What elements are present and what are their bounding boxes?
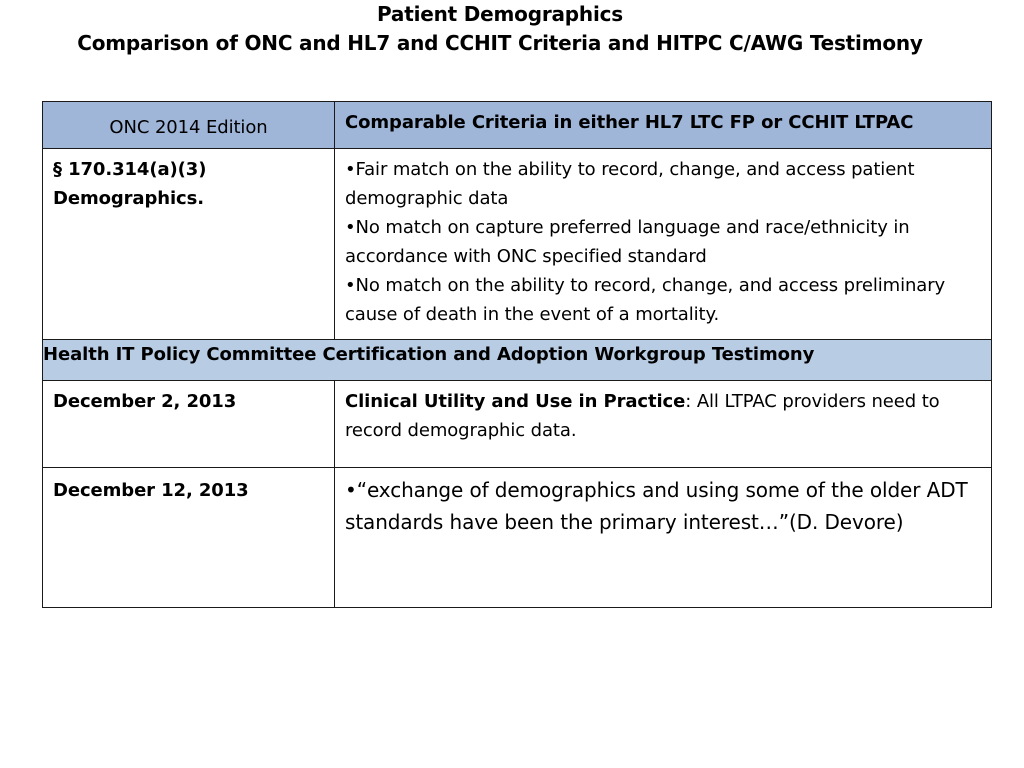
header-cell-comparable-criteria: Comparable Criteria in either HL7 LTC FP or CCHIT LTPAC (335, 102, 992, 149)
title-line-1: Patient Demographics (377, 2, 623, 26)
criteria-bullets-cell (335, 149, 992, 340)
testimony-text-cell (335, 381, 992, 468)
table-row (43, 468, 992, 608)
testimony-body-text: : All LTPAC providers need to record demographic data. (345, 391, 940, 441)
table-row (43, 149, 992, 340)
comparison-table (42, 101, 992, 608)
testimony-text-cell: •“exchange of demographics and using some of the older ADT standards have been the primary interest…”(D. Devore) (335, 468, 992, 608)
testimony-date-cell: December 12, 2013 (43, 468, 335, 608)
header-label-onc-edition: ONC 2014 Edition (109, 116, 268, 138)
table-row (43, 381, 992, 468)
criteria-bullet: •Fair match on the ability to record, change, and access patient demographic data (345, 159, 915, 209)
testimony-date-cell: December 2, 2013 (43, 381, 335, 468)
criteria-bullet: •No match on capture preferred language and race/ethnicity in accordance with ONC specified standard (345, 217, 910, 267)
criteria-label-cell: § 170.314(a)(3) Demographics. (43, 149, 335, 340)
table-header-row (43, 102, 992, 149)
page-title (0, 0, 1000, 58)
title-line-2: Comparison of ONC and HL7 and CCHIT Criteria and HITPC C/AWG Testimony (77, 31, 923, 55)
criteria-bullet: •No match on the ability to record, change, and access preliminary cause of death in the event of a mortality. (345, 275, 946, 325)
section-header-row (43, 340, 992, 381)
testimony-lead-text: Clinical Utility and Use in Practice (345, 391, 686, 412)
header-cell-onc-edition (43, 102, 335, 149)
section-header-cell: Health IT Policy Committee Certification and Adoption Workgroup Testimony (43, 340, 992, 381)
